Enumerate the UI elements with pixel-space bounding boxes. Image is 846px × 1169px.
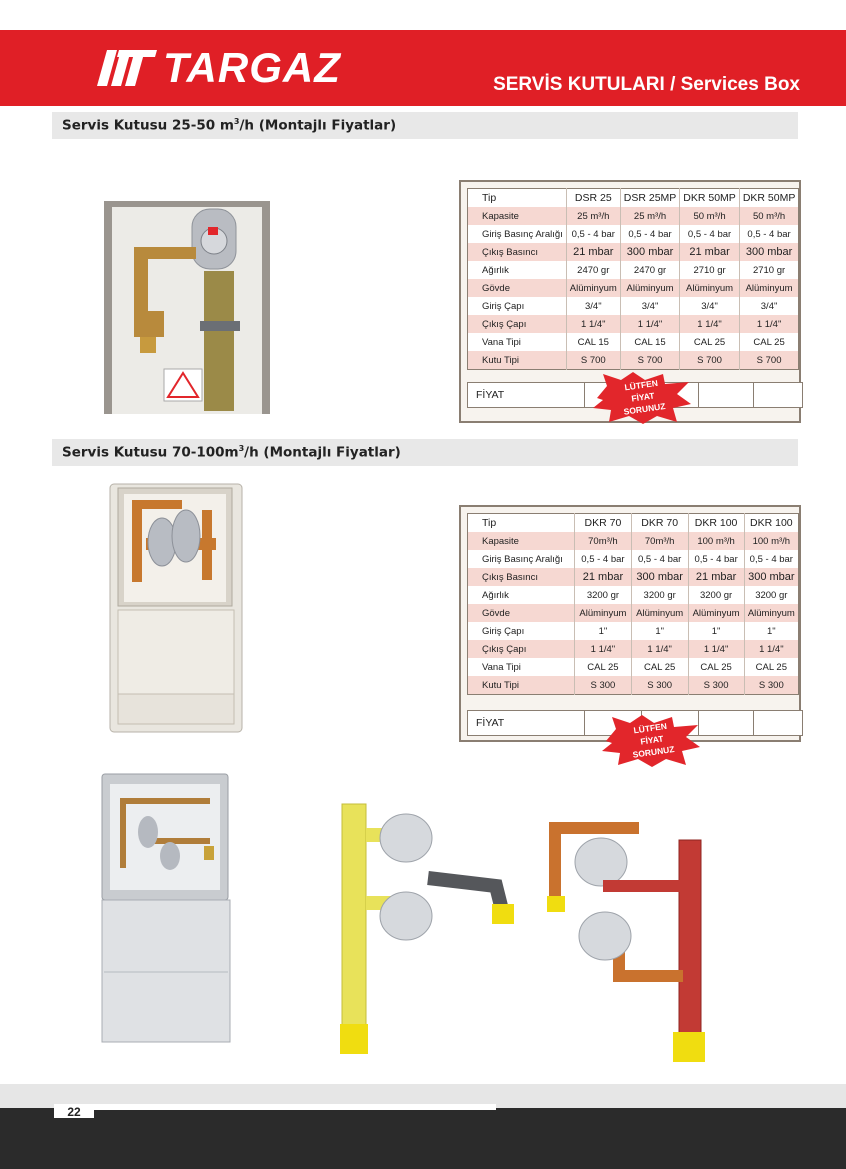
price-cell xyxy=(753,711,802,735)
row-value: 21 mbar xyxy=(688,568,744,586)
table-row xyxy=(468,297,799,315)
row-value: 50 m³/h xyxy=(680,207,740,225)
page-header xyxy=(0,30,846,106)
service-box-photo-1 xyxy=(104,201,270,414)
price-cell xyxy=(753,383,802,407)
row-value: 2470 gr xyxy=(566,261,620,279)
section-1-title: Servis Kutusu 25-50 $m^3/h$ (Montajlı Fiyatlar) xyxy=(62,117,397,134)
red-regulator-assembly xyxy=(543,800,713,1066)
row-value: CAL 15 xyxy=(566,333,620,351)
row-value: 1 1/4" xyxy=(680,315,740,333)
row-value: S 300 xyxy=(631,676,688,695)
row-label: Vana Tipi xyxy=(482,661,521,673)
row-value: CAL 25 xyxy=(575,658,632,676)
row-value: CAL 15 xyxy=(620,333,680,351)
row-label: Kapasite xyxy=(468,207,567,225)
table-row xyxy=(468,676,799,695)
table-row xyxy=(468,622,799,640)
row-value: 70m³/h xyxy=(631,532,688,550)
row-label: Gövde xyxy=(468,604,575,622)
row-label: Vana Tipi xyxy=(482,336,521,348)
row-label: Tip xyxy=(482,517,497,529)
brand-logo xyxy=(95,40,341,96)
row-value: CAL 25 xyxy=(739,333,799,351)
row-label: Giriş Çapı xyxy=(482,625,525,637)
section-1-bar xyxy=(52,112,798,139)
row-label: Çıkış Basıncı xyxy=(468,243,567,261)
spec-table-1 xyxy=(467,188,799,370)
row-value: 21 mbar xyxy=(566,243,620,261)
section-2-bar xyxy=(52,439,798,466)
table-row xyxy=(468,243,799,261)
row-value: DSR 25MP xyxy=(620,189,680,208)
row-value: 2470 gr xyxy=(620,261,680,279)
table-row xyxy=(468,658,799,676)
table-row xyxy=(468,225,799,243)
row-value: 100 m³/h xyxy=(688,532,744,550)
row-value: CAL 25 xyxy=(688,658,744,676)
row-value: 1" xyxy=(631,622,688,640)
row-value: 300 mbar xyxy=(739,243,799,261)
row-label: Çıkış Çapı xyxy=(468,640,575,658)
row-value: Alüminyum xyxy=(739,279,799,297)
row-value: 300 mbar xyxy=(620,243,680,261)
row-value: 3/4" xyxy=(566,297,620,315)
row-label: Tip xyxy=(482,192,497,204)
row-value: 2710 gr xyxy=(739,261,799,279)
row-value: DKR 50MP xyxy=(680,189,740,208)
row-value: 300 mbar xyxy=(631,568,688,586)
row-label: Kutu Tipi xyxy=(468,676,575,695)
price-cell xyxy=(698,383,753,407)
row-value: 0,5 - 4 bar xyxy=(620,225,680,243)
row-label: Kutu Tipi xyxy=(468,351,567,370)
table-row xyxy=(468,568,799,586)
ask-price-burst-2 xyxy=(602,715,702,767)
row-value: 0,5 - 4 bar xyxy=(688,550,744,568)
row-value: DKR 50MP xyxy=(739,189,799,208)
row-value: Alüminyum xyxy=(620,279,680,297)
table-row xyxy=(468,514,799,533)
row-value: 3/4" xyxy=(620,297,680,315)
row-value: 25 m³/h xyxy=(620,207,680,225)
row-label: Ağırlık xyxy=(482,264,509,276)
row-value: 1 1/4" xyxy=(739,315,799,333)
spec-table-2 xyxy=(467,513,799,695)
row-value: DKR 70 xyxy=(575,514,632,533)
table-row xyxy=(468,261,799,279)
open-cabinet-photo xyxy=(100,772,234,1044)
page-number: 22 xyxy=(54,1104,94,1118)
row-value: DKR 100 xyxy=(744,514,798,533)
table-row xyxy=(468,279,799,297)
row-value: S 700 xyxy=(566,351,620,370)
row-value: 50 m³/h xyxy=(739,207,799,225)
yellow-regulator-assembly xyxy=(336,800,526,1058)
footer-dark-band xyxy=(0,1108,846,1169)
table-row xyxy=(468,207,799,225)
row-value: 1 1/4" xyxy=(566,315,620,333)
table-row xyxy=(468,315,799,333)
row-value: 2710 gr xyxy=(680,261,740,279)
row-value: 3/4" xyxy=(739,297,799,315)
row-value: 3200 gr xyxy=(688,586,744,604)
table-row xyxy=(468,333,799,351)
row-value: 0,5 - 4 bar xyxy=(575,550,632,568)
row-value: 0,5 - 4 bar xyxy=(631,550,688,568)
row-value: 70m³/h xyxy=(575,532,632,550)
row-value: 1" xyxy=(744,622,798,640)
table-row xyxy=(468,640,799,658)
price-label: FİYAT xyxy=(476,717,505,729)
row-value: CAL 25 xyxy=(744,658,798,676)
burst-line-2: FİYAT xyxy=(639,733,665,747)
burst-line-2: FİYAT xyxy=(630,390,656,404)
row-value: 25 m³/h xyxy=(566,207,620,225)
row-value: 0,5 - 4 bar xyxy=(744,550,798,568)
row-label: Ağırlık xyxy=(482,589,509,601)
row-label: Giriş Basınç Aralığı xyxy=(482,228,563,240)
row-value: S 700 xyxy=(739,351,799,370)
row-value: S 300 xyxy=(575,676,632,695)
brand-name: TARGAZ xyxy=(163,44,341,91)
table-row xyxy=(468,550,799,568)
row-value: 3200 gr xyxy=(631,586,688,604)
ask-price-burst-1 xyxy=(593,372,693,424)
spec-panel-2 xyxy=(459,505,801,742)
targaz-logo-icon xyxy=(95,48,157,88)
row-value: 300 mbar xyxy=(744,568,798,586)
row-value: 0,5 - 4 bar xyxy=(739,225,799,243)
row-label: Giriş Basınç Aralığı xyxy=(482,553,563,565)
table-row xyxy=(468,532,799,550)
row-value: DSR 25 xyxy=(566,189,620,208)
row-value: Alüminyum xyxy=(631,604,688,622)
price-label: FİYAT xyxy=(476,389,505,401)
row-value: DKR 100 xyxy=(688,514,744,533)
price-cell xyxy=(698,711,753,735)
row-value: Alüminyum xyxy=(575,604,632,622)
table-row xyxy=(468,586,799,604)
table-row xyxy=(468,351,799,370)
page-title: SERVİS KUTULARI / Services Box xyxy=(493,74,800,95)
burst-line-3: SORUNUZ xyxy=(632,744,676,760)
row-value: CAL 25 xyxy=(680,333,740,351)
row-value: DKR 70 xyxy=(631,514,688,533)
row-value: 3200 gr xyxy=(575,586,632,604)
row-value: 1 1/4" xyxy=(575,640,632,658)
row-value: 3200 gr xyxy=(744,586,798,604)
row-value: 0,5 - 4 bar xyxy=(566,225,620,243)
row-value: S 300 xyxy=(688,676,744,695)
burst-line-1: LÜTFEN xyxy=(623,377,659,393)
service-box-photo-2 xyxy=(106,480,246,735)
row-label: Gövde xyxy=(468,279,567,297)
burst-line-3: SORUNUZ xyxy=(623,401,667,417)
row-value: 1 1/4" xyxy=(744,640,798,658)
row-label: Çıkış Çapı xyxy=(468,315,567,333)
row-value: Alüminyum xyxy=(688,604,744,622)
row-value: 1 1/4" xyxy=(631,640,688,658)
burst-line-1: LÜTFEN xyxy=(632,720,668,736)
row-value: 100 m³/h xyxy=(744,532,798,550)
row-value: 1 1/4" xyxy=(688,640,744,658)
row-value: 1 1/4" xyxy=(620,315,680,333)
row-value: Alüminyum xyxy=(744,604,798,622)
row-value: 3/4" xyxy=(680,297,740,315)
row-value: S 700 xyxy=(680,351,740,370)
row-value: 0,5 - 4 bar xyxy=(680,225,740,243)
row-value: S 300 xyxy=(744,676,798,695)
row-value: 21 mbar xyxy=(680,243,740,261)
row-value: 21 mbar xyxy=(575,568,632,586)
row-value: 1" xyxy=(688,622,744,640)
row-label: Giriş Çapı xyxy=(482,300,525,312)
row-value: 1" xyxy=(575,622,632,640)
footer-strip xyxy=(94,1104,496,1110)
row-value: S 700 xyxy=(620,351,680,370)
row-label: Kapasite xyxy=(468,532,575,550)
row-label: Çıkış Basıncı xyxy=(468,568,575,586)
row-value: CAL 25 xyxy=(631,658,688,676)
section-2-title: Servis Kutusu $70-100m^3/h$ (Montajlı Fiyatlar) xyxy=(62,444,401,461)
table-row xyxy=(468,604,799,622)
row-value: Alüminyum xyxy=(566,279,620,297)
table-row xyxy=(468,189,799,208)
row-value: Alüminyum xyxy=(680,279,740,297)
